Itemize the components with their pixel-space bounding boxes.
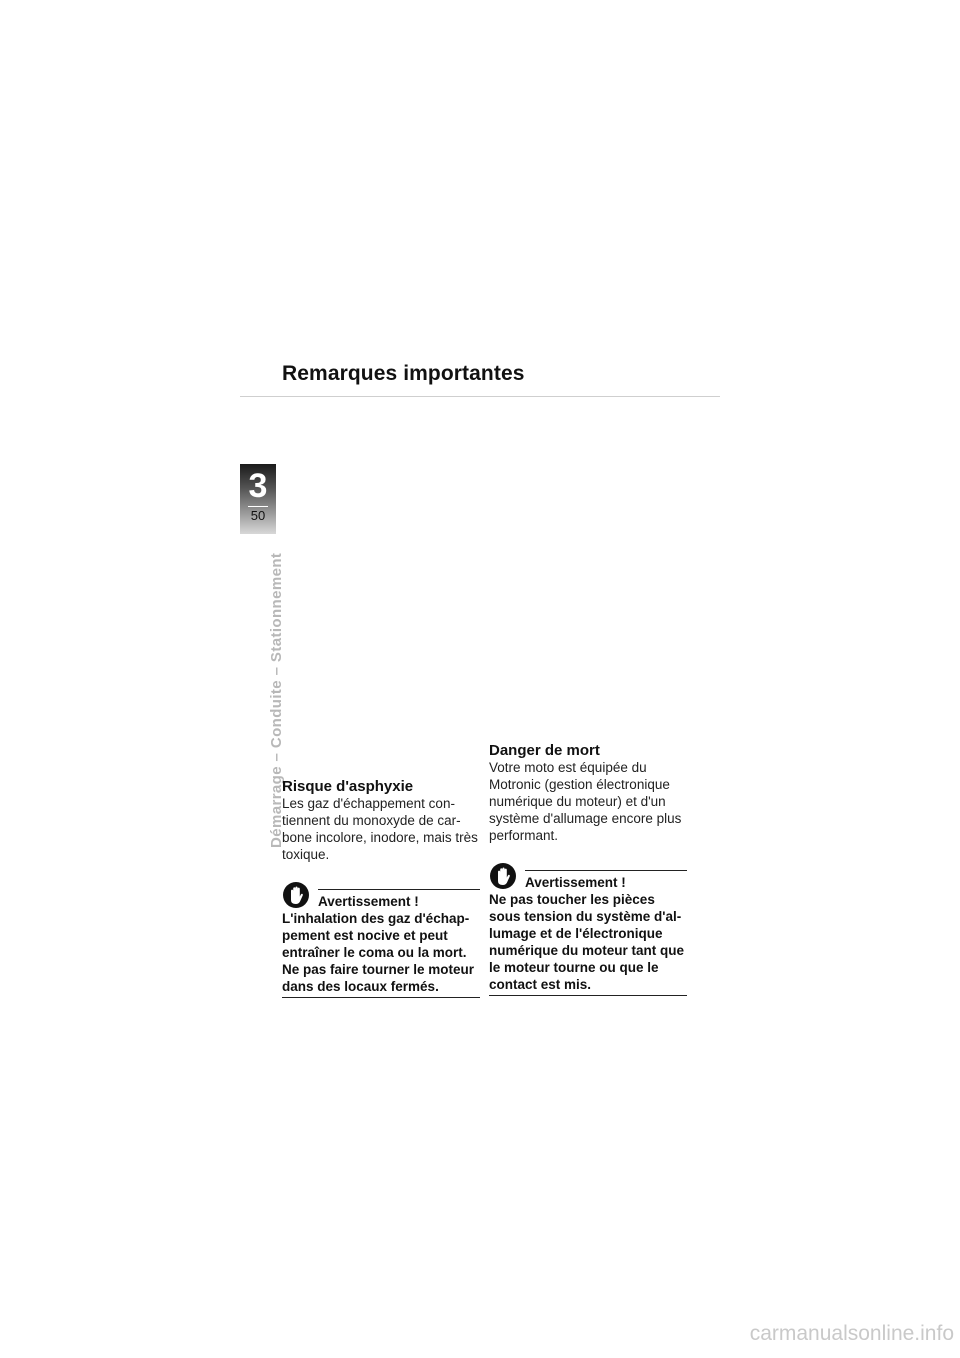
section-body-danger: Votre moto est équipée du Motronic (gestion électronique numérique du moteur) et d'un système d'allumage encore plus performant. <box>489 760 682 843</box>
warning-divider <box>318 889 480 890</box>
section-heading-danger: Danger de mort <box>489 742 600 759</box>
chapter-side-label: Démarrage – Conduite – Stationnement <box>268 552 285 848</box>
chapter-divider <box>248 506 268 507</box>
page-number: 50 <box>250 508 266 523</box>
warning-title: Avertissement ! <box>525 875 626 890</box>
chapter-number: 3 <box>248 467 268 505</box>
section-body-asphyxie: Les gaz d'échappement con-tiennent du monoxyde de car-bone incolore, inodore, mais très toxique. <box>282 796 478 862</box>
warning-title: Avertissement ! <box>318 894 419 909</box>
title-divider <box>240 396 720 397</box>
stop-hand-icon <box>489 862 517 890</box>
warning-divider <box>525 870 687 871</box>
chapter-tab <box>240 464 276 534</box>
right-column <box>489 742 687 996</box>
warning-text: L'inhalation des gaz d'échap-pement est nocive et peut entraîner le coma ou la mort. Ne pas faire tourner le moteur dans des locaux fermés. <box>282 910 480 998</box>
stop-hand-icon <box>282 881 310 909</box>
page-title: Remarques importantes <box>282 362 525 385</box>
left-column <box>282 778 480 998</box>
warning-block-danger <box>489 862 687 996</box>
warning-text: Ne pas toucher les pièces sous tension du système d'al-lumage et de l'électronique numérique du moteur tant que le moteur tourne ou que le contact est mis. <box>489 891 687 996</box>
warning-block-asphyxie <box>282 881 480 998</box>
section-heading-asphyxie: Risque d'asphyxie <box>282 778 414 795</box>
source-watermark: carmanualsonline.info <box>749 1322 954 1345</box>
